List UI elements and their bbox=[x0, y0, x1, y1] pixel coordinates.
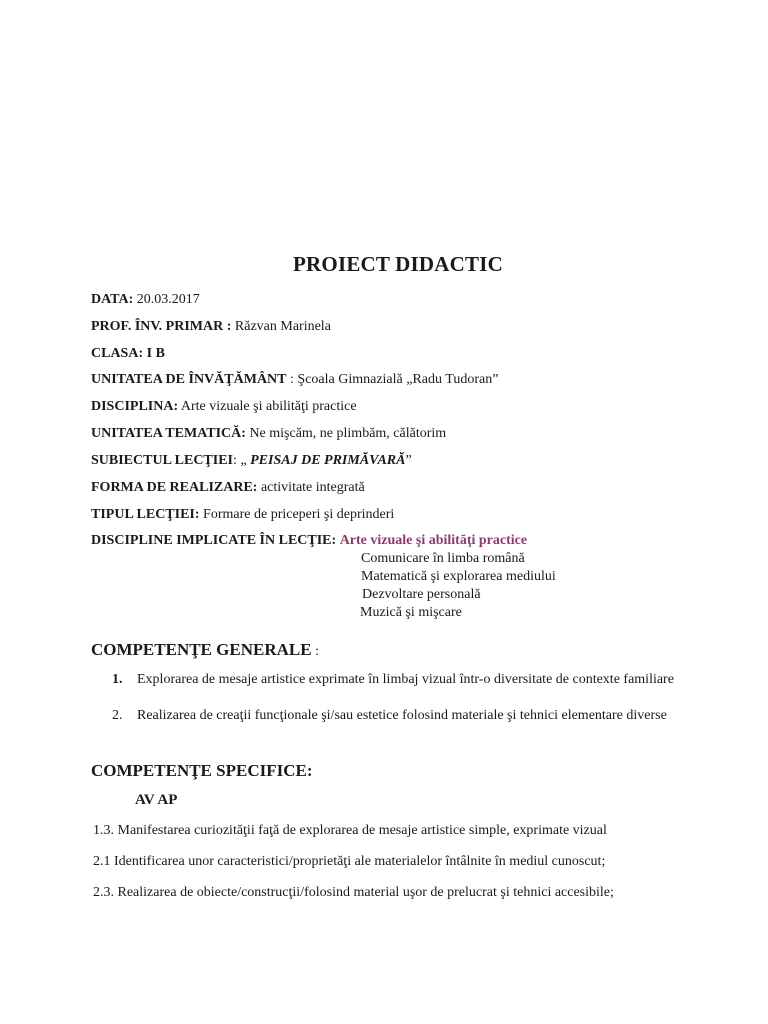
field-data bbox=[91, 292, 200, 308]
field-disciplina-label: DISCIPLINA: bbox=[91, 399, 179, 414]
list-item bbox=[112, 707, 732, 725]
field-discipline-implicate bbox=[91, 533, 527, 549]
field-unitatea-value: : Şcoala Gimnazială „Radu Tudoran” bbox=[286, 372, 499, 387]
field-prof bbox=[91, 319, 331, 335]
list-item-text: Explorarea de mesaje artistice exprimate în limbaj vizual într-o diversitate de contexte familiare bbox=[137, 672, 674, 687]
field-tematica-value: Ne mişcăm, ne plimbăm, călătorim bbox=[245, 426, 447, 441]
competente-generale-colon: : bbox=[311, 644, 319, 659]
field-disciplina bbox=[91, 399, 357, 415]
discipline-item: Matematică şi explorarea mediului bbox=[361, 569, 556, 584]
competente-generale-title: COMPETENŢE GENERALE bbox=[91, 640, 312, 659]
field-subiectul-label: SUBIECTUL LECŢIEI bbox=[91, 453, 234, 468]
field-subiectul-prefix: : „ bbox=[233, 453, 251, 468]
list-item bbox=[112, 671, 712, 689]
field-tipul-value: Formare de priceperi şi deprinderi bbox=[199, 507, 395, 522]
field-unitatea bbox=[91, 372, 498, 388]
list-item-number: 2. bbox=[112, 708, 123, 723]
specific-competence-item: 2.3. Realizarea de obiecte/construcţii/folosind material uşor de prelucrat şi tehnici accesibile; bbox=[93, 885, 614, 900]
field-subiectul-suffix: ” bbox=[405, 453, 412, 468]
field-prof-label: PROF. ÎNV. PRIMAR : bbox=[91, 319, 232, 334]
list-item-text: Realizarea de creaţii funcţionale şi/sau estetice folosind materiale şi tehnici elementare diverse bbox=[137, 708, 667, 723]
field-clasa-label: CLASA: I B bbox=[91, 346, 165, 361]
competente-specifice-heading: COMPETENŢE SPECIFICE: bbox=[91, 761, 313, 780]
field-tematica-label: UNITATEA TEMATICĂ: bbox=[91, 426, 246, 441]
competente-specifice-subheading: AV AP bbox=[135, 792, 178, 808]
discipline-item: Comunicare în limba română bbox=[361, 551, 525, 566]
specific-competence-item: 1.3. Manifestarea curiozităţii faţă de explorarea de mesaje artistice simple, exprimate vizual bbox=[93, 823, 607, 838]
specific-competence-item: 2.1 Identificarea unor caracteristici/proprietăţi ale materialelor întâlnite în mediul cunoscut; bbox=[93, 854, 606, 869]
competente-generale-heading bbox=[91, 640, 319, 660]
field-forma-value: activitate integrată bbox=[257, 480, 365, 495]
field-tipul-label: TIPUL LECŢIEI: bbox=[91, 507, 200, 522]
discipline-item: Arte vizuale şi abilităţi practice bbox=[339, 533, 528, 548]
document-title: PROIECT DIDACTIC bbox=[293, 252, 503, 276]
list-item-number: 1. bbox=[112, 672, 123, 687]
field-clasa bbox=[91, 346, 165, 362]
field-tematica bbox=[91, 426, 446, 442]
field-data-label: DATA: bbox=[91, 292, 134, 307]
field-prof-value: Răzvan Marinela bbox=[231, 319, 331, 334]
discipline-item: Muzică şi mişcare bbox=[360, 605, 462, 620]
field-subiectul bbox=[91, 453, 412, 469]
field-subiectul-value: PEISAJ DE PRIMĂVARĂ bbox=[250, 453, 406, 468]
field-discipline-implicate-label: DISCIPLINE IMPLICATE ÎN LECŢIE: bbox=[91, 533, 337, 548]
discipline-item: Dezvoltare personală bbox=[362, 587, 481, 602]
field-tipul bbox=[91, 507, 394, 523]
field-disciplina-value: Arte vizuale şi abilităţi practice bbox=[178, 399, 357, 414]
field-forma bbox=[91, 480, 365, 496]
field-forma-label: FORMA DE REALIZARE: bbox=[91, 480, 258, 495]
field-unitatea-label: UNITATEA DE ÎNVĂŢĂMÂNT bbox=[91, 372, 287, 387]
field-data-value: 20.03.2017 bbox=[133, 292, 200, 307]
